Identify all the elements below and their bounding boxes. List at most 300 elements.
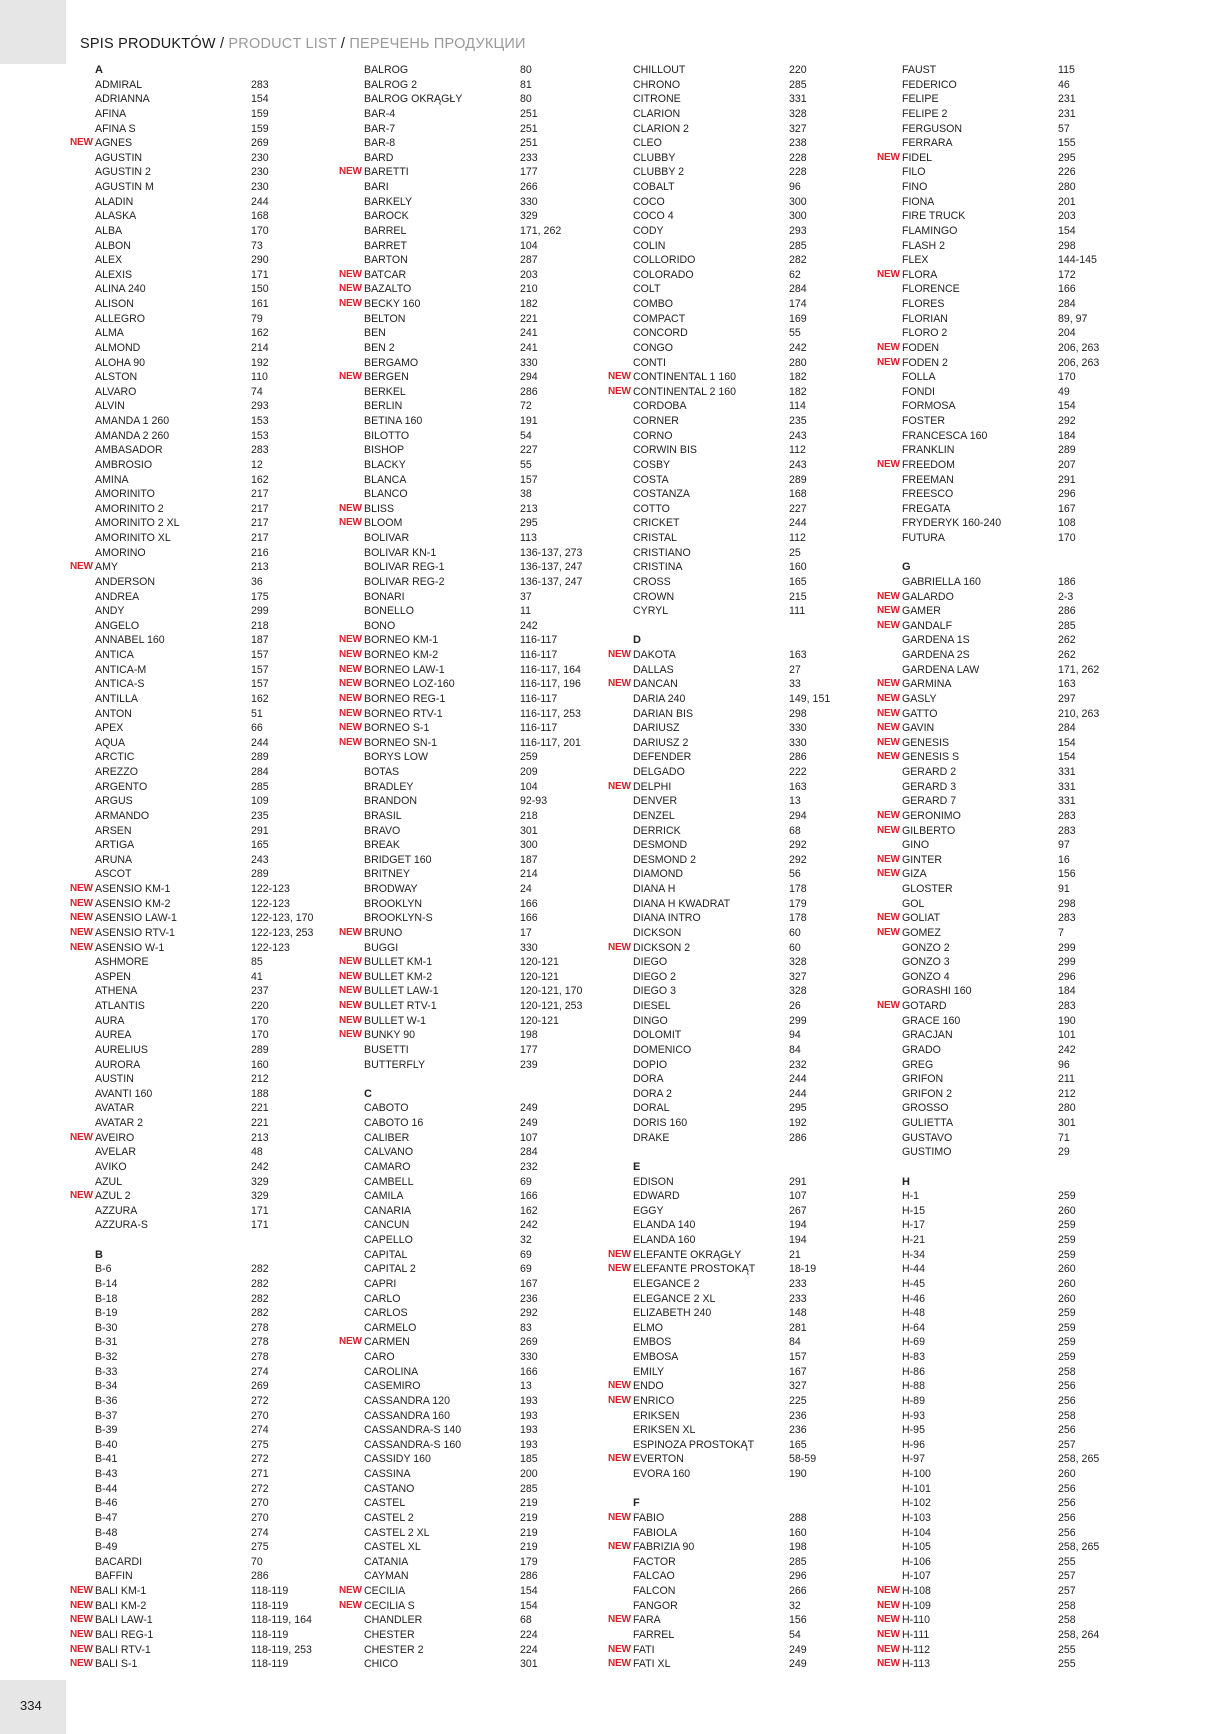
product-page: 108: [1058, 517, 1076, 530]
product-name: ARGENTO: [95, 780, 148, 793]
product-name: H-105: [902, 1541, 931, 1554]
product-page: 94: [789, 1029, 801, 1042]
product-name: ARUNA: [95, 853, 133, 866]
product-name: BILOTTO: [364, 429, 410, 442]
product-row: [633, 487, 903, 502]
product-row: [902, 1072, 1172, 1087]
product-row: [902, 838, 1172, 853]
product-page: 285: [251, 780, 269, 793]
product-name: DIEGO 2: [633, 970, 676, 983]
product-row: [633, 151, 903, 166]
product-row: [364, 1365, 634, 1380]
product-page: 281: [789, 1321, 807, 1334]
product-name: AURORA: [95, 1058, 141, 1071]
product-row: [902, 282, 1172, 297]
product-name: FEDERICO: [902, 78, 957, 91]
product-page: 118-119: [251, 1628, 289, 1641]
product-row: [364, 1233, 634, 1248]
product-name: ELANDA 140: [633, 1219, 696, 1232]
product-row: [95, 677, 365, 692]
product-page: 283: [251, 444, 269, 457]
product-name: CALIBER: [364, 1131, 410, 1144]
header-title-en: PRODUCT LIST: [228, 36, 337, 52]
product-name: BECKY 160: [364, 298, 421, 310]
new-badge: NEW: [877, 1585, 900, 1596]
product-row: [902, 1438, 1172, 1453]
product-name: ERIKSEN XL: [633, 1424, 696, 1437]
page-tab-top: [0, 0, 66, 64]
product-name: ANDY: [95, 605, 125, 618]
product-name: FERGUSON: [902, 122, 963, 135]
product-page: 243: [251, 853, 269, 866]
section-letter: [902, 1175, 1172, 1190]
product-row: [902, 1218, 1172, 1233]
product-page: 156: [789, 1614, 807, 1627]
new-badge: NEW: [339, 283, 362, 295]
product-page: 330: [520, 356, 538, 369]
product-page: 226: [1058, 166, 1076, 179]
product-row: [902, 92, 1172, 107]
product-page: 295: [520, 517, 538, 530]
product-page: 328: [789, 107, 807, 120]
product-page: 280: [1058, 181, 1076, 193]
product-name: ALVARO: [95, 385, 137, 398]
product-page: 166: [1058, 283, 1076, 296]
product-row: [339, 165, 634, 180]
product-page: 116-117, 201: [520, 736, 581, 749]
product-name: B-43: [95, 1468, 118, 1480]
product-name: B-39: [95, 1424, 118, 1437]
product-page: 259: [520, 751, 538, 764]
product-name: ARTIGA: [95, 839, 135, 852]
product-page: 206, 263: [1058, 341, 1100, 354]
product-row: [339, 370, 634, 385]
product-page: 118-119: [251, 1599, 289, 1612]
product-row: [95, 151, 365, 166]
new-badge: NEW: [70, 1585, 93, 1596]
product-name: CAPELLO: [364, 1234, 413, 1246]
product-name: BORNEO KM-2: [364, 649, 439, 661]
product-page: 242: [789, 341, 807, 354]
product-row: [364, 1467, 634, 1482]
section-letter-label: A: [95, 64, 103, 76]
product-row: [902, 1233, 1172, 1248]
product-name: ANTILLA: [95, 692, 138, 705]
product-row: [364, 341, 634, 356]
product-row: [608, 648, 903, 663]
product-name: BULLET KM-2: [364, 970, 433, 983]
product-row: [339, 516, 634, 531]
product-page: 235: [789, 415, 807, 427]
product-page: 163: [1058, 678, 1076, 691]
product-row: [633, 282, 903, 297]
product-page: 289: [251, 868, 269, 881]
product-row: [95, 341, 365, 356]
product-page: 291: [251, 824, 269, 837]
product-page: 260: [1058, 1263, 1076, 1276]
product-page: 210: [520, 283, 538, 296]
product-page: 329: [251, 1190, 269, 1203]
product-name: BUNKY 90: [364, 1029, 416, 1042]
product-page: 327: [789, 122, 807, 135]
product-row: [95, 765, 365, 780]
product-row: [95, 1335, 365, 1350]
product-row: [902, 1277, 1172, 1292]
product-row: [877, 721, 1172, 736]
product-page: 18-19: [789, 1263, 817, 1276]
product-row: [902, 63, 1172, 78]
product-row: [608, 1511, 903, 1526]
product-row: [902, 297, 1172, 312]
new-badge: NEW: [339, 166, 362, 178]
product-name: ENRICO: [633, 1394, 675, 1407]
product-name: EVORA 160: [633, 1468, 691, 1480]
product-row: [339, 502, 634, 517]
new-badge: NEW: [339, 1000, 362, 1011]
product-page: 32: [789, 1599, 801, 1612]
product-page: 278: [251, 1351, 269, 1363]
product-page: 286: [1058, 605, 1076, 618]
product-row: [339, 1014, 634, 1029]
product-row: [902, 1014, 1172, 1029]
product-name: CASTANO: [364, 1482, 415, 1495]
product-page: 294: [789, 809, 807, 822]
product-name: DORIS 160: [633, 1117, 688, 1129]
product-name: BOLIVAR REG-1: [364, 561, 445, 574]
product-row: [877, 151, 1172, 166]
product-row: [902, 78, 1172, 93]
product-page: 178: [789, 883, 807, 895]
product-row: [70, 941, 365, 956]
product-name: FLEX: [902, 254, 929, 267]
product-row: [633, 1292, 903, 1307]
product-page: 217: [251, 517, 269, 530]
product-row: [364, 399, 634, 414]
product-page: 301: [1058, 1117, 1076, 1129]
product-name: ALMA: [95, 327, 124, 340]
product-name: ADRIANNA: [95, 93, 150, 106]
product-page: 161: [251, 298, 269, 310]
product-name: BUSETTI: [364, 1043, 409, 1056]
product-name: CAPITAL 2: [364, 1263, 416, 1276]
product-row: [902, 122, 1172, 137]
section-letter: [95, 63, 365, 78]
product-row: [633, 297, 903, 312]
product-name: GOLIAT: [902, 912, 941, 925]
product-page: 214: [251, 341, 269, 354]
product-name: COSBY: [633, 458, 671, 471]
product-row: [608, 677, 903, 692]
product-page: 169: [789, 312, 807, 325]
product-page: 101: [1058, 1029, 1076, 1042]
new-badge: NEW: [339, 502, 362, 514]
product-row: [633, 209, 903, 224]
product-row: [339, 692, 634, 707]
product-page: 203: [1058, 210, 1076, 223]
product-row: [95, 1452, 365, 1467]
product-page: 171, 262: [520, 224, 562, 237]
new-badge: NEW: [877, 868, 900, 880]
product-name: BROOKLYN: [364, 897, 423, 910]
product-page: 167: [789, 1365, 807, 1378]
product-name: GERONIMO: [902, 809, 961, 822]
product-name: ASENSIO LAW-1: [95, 912, 177, 925]
product-row: [877, 867, 1172, 882]
product-row: [633, 926, 903, 941]
product-name: AVEIRO: [95, 1131, 135, 1144]
product-row: [633, 78, 903, 93]
product-row: [633, 1101, 903, 1116]
product-row: [364, 1160, 634, 1175]
product-name: BACARDI: [95, 1555, 143, 1568]
product-name: H-83: [902, 1351, 925, 1363]
product-page: 154: [520, 1585, 538, 1597]
new-badge: NEW: [877, 1614, 900, 1626]
product-row: [902, 1116, 1172, 1131]
product-row: [364, 619, 634, 634]
product-row: [364, 136, 634, 151]
product-page: 256: [1058, 1497, 1076, 1510]
product-name: B-49: [95, 1541, 118, 1554]
product-page: 278: [251, 1321, 269, 1334]
product-row: [902, 1189, 1172, 1204]
product-name: DORA 2: [633, 1087, 672, 1100]
product-page: 286: [789, 1131, 807, 1144]
product-row: [70, 136, 365, 151]
product-name: H-48: [902, 1307, 925, 1320]
product-name: DAKOTA: [633, 649, 676, 661]
product-name: DORA: [633, 1073, 664, 1086]
product-name: AMINA: [95, 473, 129, 486]
product-row: [877, 590, 1172, 605]
product-row: [902, 1350, 1172, 1365]
product-page: 243: [789, 429, 807, 442]
product-row: [95, 648, 365, 663]
product-row: [70, 926, 365, 941]
product-row: [902, 1482, 1172, 1497]
product-row: [95, 970, 365, 985]
product-page: 260: [1058, 1468, 1076, 1480]
product-row: [902, 443, 1172, 458]
product-page: 83: [520, 1321, 532, 1334]
product-page: 255: [1058, 1658, 1076, 1671]
product-row: [95, 414, 365, 429]
product-page: 249: [789, 1643, 807, 1656]
product-name: FOSTER: [902, 415, 945, 427]
product-row: [95, 443, 365, 458]
product-name: BAFFIN: [95, 1570, 133, 1583]
product-name: AURA: [95, 1014, 125, 1027]
product-name: B-36: [95, 1394, 118, 1407]
product-name: CONGO: [633, 341, 674, 354]
new-badge: NEW: [608, 649, 631, 660]
product-name: ELIZABETH 240: [633, 1307, 712, 1320]
product-name: GULIETTA: [902, 1117, 954, 1129]
product-row: [877, 1584, 1172, 1599]
product-name: CARLOS: [364, 1307, 408, 1320]
product-name: BONARI: [364, 590, 405, 603]
product-page: 200: [520, 1468, 538, 1480]
product-name: FLORIAN: [902, 312, 948, 325]
product-row: [902, 414, 1172, 429]
product-page: 159: [251, 107, 269, 120]
new-badge: NEW: [608, 1263, 631, 1275]
product-name: B-48: [95, 1526, 118, 1539]
product-row: [364, 1496, 634, 1511]
product-name: CHESTER 2: [364, 1643, 424, 1656]
product-page: 295: [789, 1102, 807, 1115]
product-row: [633, 1599, 903, 1614]
product-row: [95, 867, 365, 882]
product-name: B-33: [95, 1365, 118, 1378]
product-name: GANDALF: [902, 619, 953, 632]
product-page: 328: [789, 985, 807, 998]
product-row: [95, 429, 365, 444]
product-page: 85: [251, 956, 263, 969]
product-name: CATANIA: [364, 1555, 409, 1568]
new-badge: NEW: [339, 722, 362, 734]
product-name: B-40: [95, 1438, 118, 1451]
product-name: GATTO: [902, 707, 938, 720]
new-badge: NEW: [877, 151, 900, 163]
product-row: [877, 824, 1172, 839]
product-row: [364, 824, 634, 839]
product-row: [633, 268, 903, 283]
product-name: DARIUSZ 2: [633, 736, 689, 749]
product-row: [95, 297, 365, 312]
product-page: 116-117, 164: [520, 663, 581, 676]
product-page: 55: [789, 327, 801, 340]
product-page: 110: [251, 371, 268, 384]
product-name: ELEGANCE 2: [633, 1277, 700, 1290]
new-badge: NEW: [877, 1643, 900, 1655]
product-name: AFINA: [95, 107, 127, 120]
product-page: 89, 97: [1058, 312, 1088, 325]
product-page: 330: [789, 736, 807, 749]
product-row: [633, 1306, 903, 1321]
product-name: BORYS LOW: [364, 751, 428, 764]
product-page: 244: [789, 517, 807, 530]
product-row: [633, 1526, 903, 1541]
product-row: [902, 955, 1172, 970]
product-page: 170: [1058, 532, 1076, 544]
product-row: [633, 356, 903, 371]
product-page: 179: [520, 1555, 538, 1568]
product-row: [95, 1277, 365, 1292]
product-name: CORNER: [633, 415, 679, 427]
product-name: BAZALTO: [364, 283, 412, 296]
product-name: COTTO: [633, 502, 670, 515]
product-name: BOLIVAR REG-2: [364, 575, 445, 588]
product-page: 292: [1058, 415, 1076, 427]
product-page: 327: [789, 970, 807, 983]
product-page: 238: [789, 137, 807, 150]
product-page: 286: [520, 385, 538, 398]
product-name: CHRONO: [633, 78, 681, 91]
product-name: COCO: [633, 195, 665, 208]
product-page: 96: [789, 181, 801, 193]
product-name: H-86: [902, 1365, 925, 1378]
product-row: [902, 575, 1172, 590]
product-name: CYRYL: [633, 605, 669, 618]
product-name: CLUBBY: [633, 151, 676, 164]
product-row: [902, 195, 1172, 210]
section-letter-label: F: [633, 1497, 640, 1510]
product-page: 274: [251, 1526, 269, 1539]
product-name: B-6: [95, 1263, 112, 1276]
product-row: [877, 1599, 1172, 1614]
product-name: FALCON: [633, 1585, 676, 1597]
product-page: 216: [251, 546, 269, 559]
product-row: [633, 1467, 903, 1482]
product-page: 187: [520, 853, 538, 866]
product-name: FARREL: [633, 1628, 675, 1641]
product-name: COMBO: [633, 298, 674, 310]
product-row: [902, 1335, 1172, 1350]
product-page: 259: [1058, 1351, 1076, 1363]
product-page: 242: [251, 1160, 269, 1173]
product-row: [364, 151, 634, 166]
product-name: CITRONE: [633, 93, 681, 106]
product-page: 109: [251, 795, 269, 808]
product-page: 233: [789, 1292, 807, 1305]
product-row: [70, 1599, 365, 1614]
product-row: [364, 443, 634, 458]
product-page: 274: [251, 1424, 269, 1437]
product-name: GARDENA 1S: [902, 634, 970, 647]
product-name: BRASIL: [364, 809, 402, 822]
product-name: GAMER: [902, 605, 941, 618]
product-row: [339, 663, 634, 678]
new-badge: NEW: [608, 371, 631, 383]
product-name: FRANCESCA 160: [902, 429, 988, 442]
product-name: FABRIZIA 90: [633, 1541, 695, 1554]
product-row: [633, 253, 903, 268]
new-badge: NEW: [70, 137, 93, 149]
product-row: [633, 838, 903, 853]
product-page: 259: [1058, 1248, 1076, 1261]
product-name: FLAMINGO: [902, 224, 958, 237]
new-badge: NEW: [877, 1628, 900, 1640]
product-row: [95, 1467, 365, 1482]
product-name: GONZO 4: [902, 970, 950, 983]
product-column-1: [70, 63, 365, 1672]
product-name: ASENSIO RTV-1: [95, 926, 175, 939]
product-page: 220: [789, 64, 807, 76]
product-page: 170: [251, 1029, 269, 1042]
product-row: [70, 882, 365, 897]
product-name: ANTICA-M: [95, 663, 147, 676]
product-name: DIESEL: [633, 1000, 671, 1012]
product-page: 193: [520, 1424, 538, 1437]
product-row: [70, 1643, 365, 1658]
product-name: ARMANDO: [95, 809, 150, 822]
product-name: CABOTO 16: [364, 1117, 424, 1129]
product-row: [633, 399, 903, 414]
spacer-row: [95, 1233, 365, 1248]
product-row: [633, 984, 903, 999]
product-page: 228: [789, 166, 807, 179]
new-badge: NEW: [339, 634, 362, 646]
product-name: BLISS: [364, 502, 395, 515]
new-badge: NEW: [70, 1643, 93, 1655]
product-page: 157: [251, 649, 269, 661]
product-name: BAR-7: [364, 122, 396, 135]
product-name: BORNEO LOZ-160: [364, 678, 455, 691]
product-page: 286: [789, 751, 807, 764]
product-page: 163: [789, 649, 807, 661]
product-name: CAPRI: [364, 1277, 397, 1290]
